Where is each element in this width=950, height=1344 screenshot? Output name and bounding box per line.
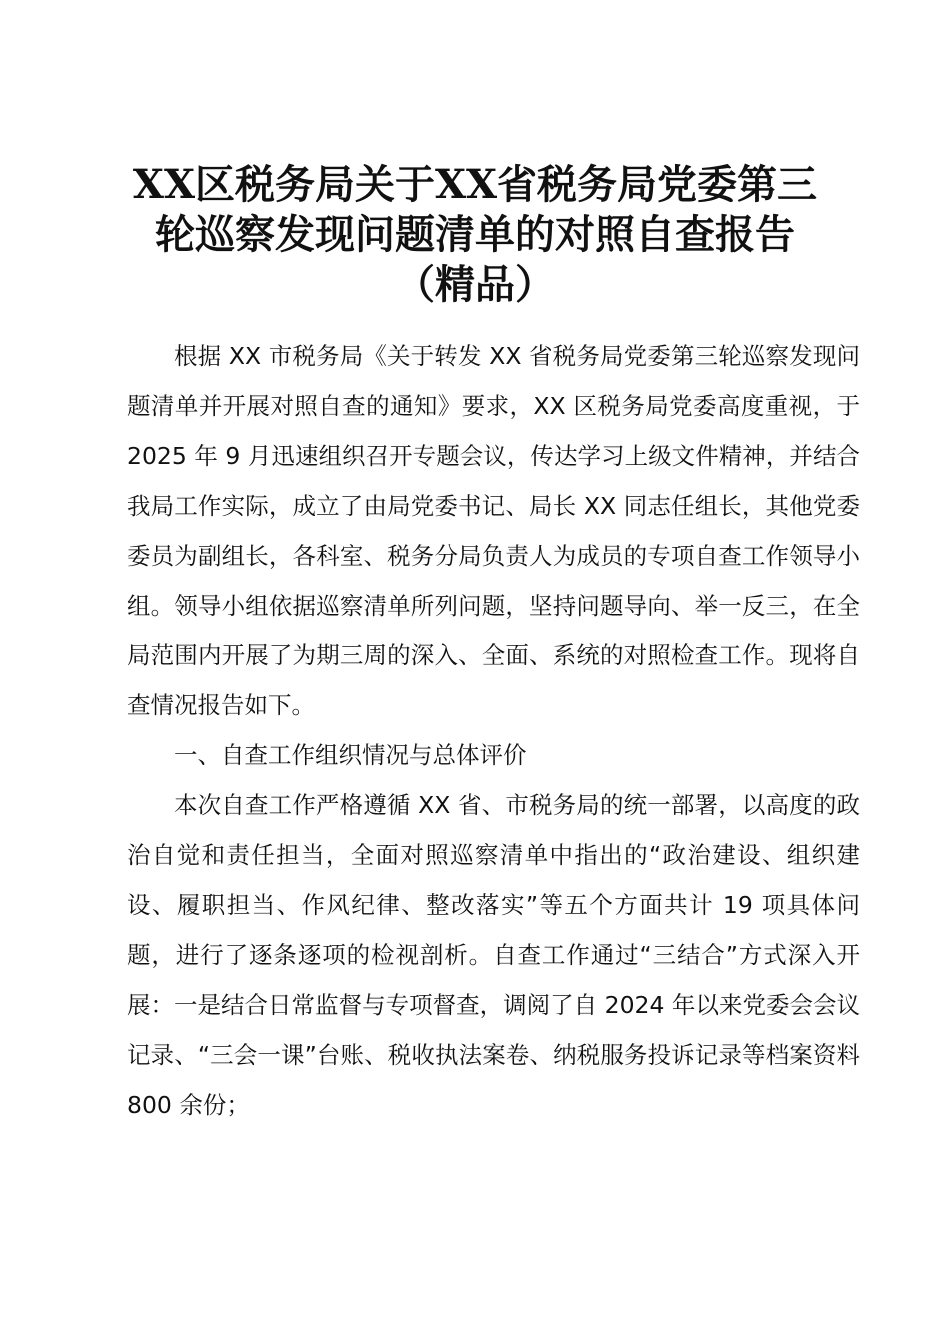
section-heading-1: 一、自查工作组织情况与总体评价 [174,741,527,770]
title-line-1: XX区税务局关于XX省税务局党委第三 [132,161,818,208]
paragraph-intro: 根据 XX 市税务局《关于转发 XX 省税务局党委第三轮巡察发现问题清单并开展对照自查的通知》要求，XX 区税务局党委高度重视，于 2025 年 9 月迅速组织召开专题会议，传达学习上级文件精神，并结合我局工作实际，成立了由局党委书记、局长 XX 同志任组长，其他党委委员为副组长，各科室、税务分局负责人为成员的专项自查工作领导小组。领导小组依据巡察清单所列问题，坚持问题导向、举一反三，在全局范围内开展了为期三周的深入、全面、系统的对照检查工作。现将自查情况报告如下。 [127,342,860,720]
title-line-2: 轮巡察发现问题清单的对照自查报告 [155,211,795,258]
paragraph-section-1: 本次自查工作严格遵循 XX 省、市税务局的统一部署，以高度的政治自觉和责任担当，全面对照巡察清单中指出的“政治建设、组织建设、履职担当、作风纪律、整改落实”等五个方面共计 19 项具体问题，进行了逐条逐项的检视剖析。自查工作通过“三结合”方式深入开展：一是结合日常监督与专项督查，调阅了自 2024 年以来党委会会议记录、“三会一课”台账、税收执法案卷、纳税服务投诉记录等档案资料 800 余份； [127,791,860,1119]
document-body [127,332,860,1131]
document-title [100,160,850,310]
title-line-3: （精品） [395,261,555,308]
